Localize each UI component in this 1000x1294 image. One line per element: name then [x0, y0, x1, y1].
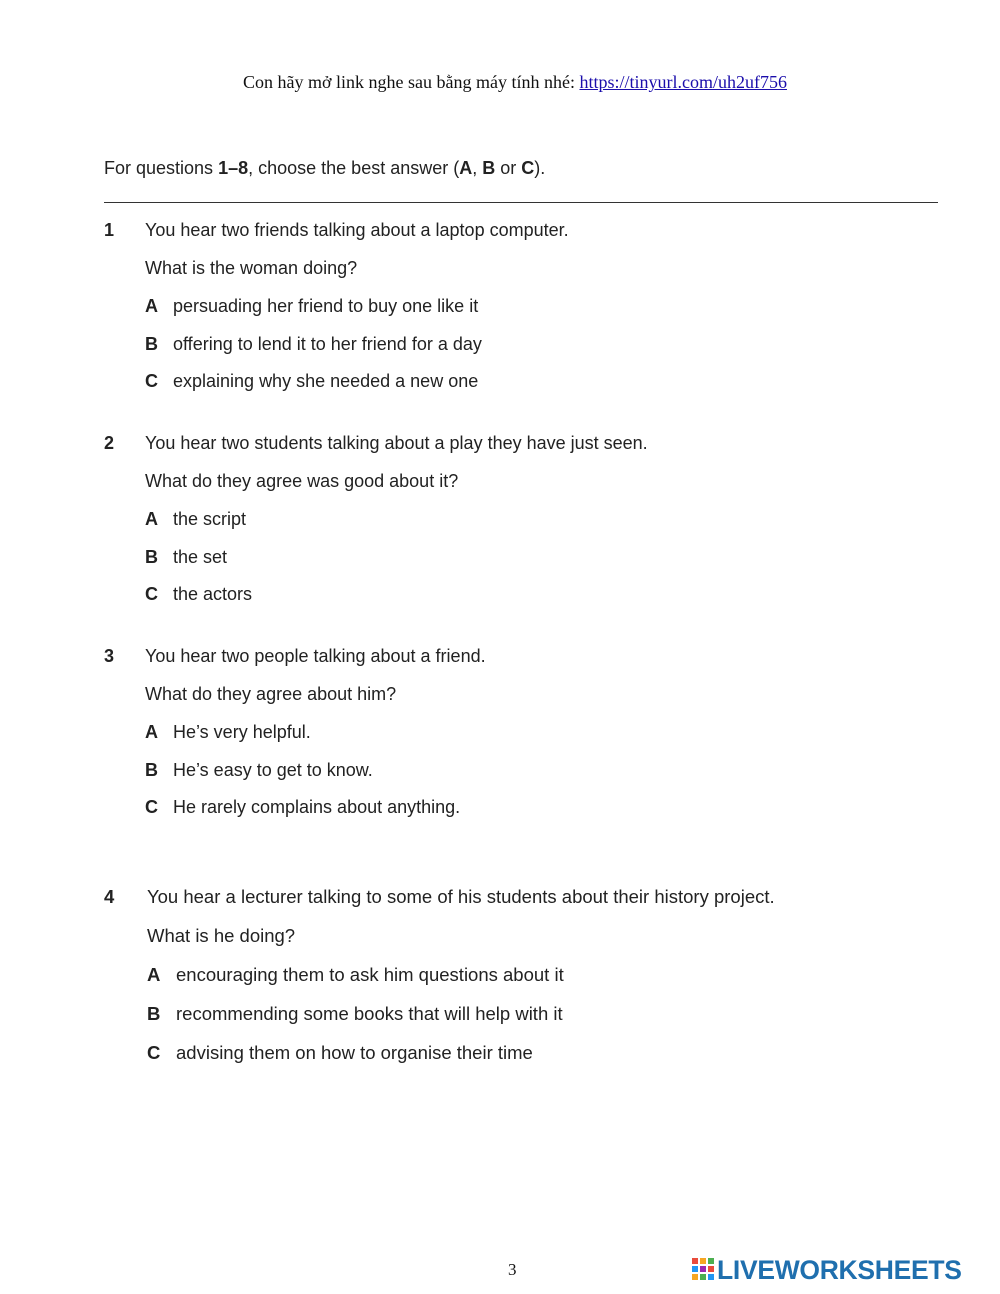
question-number: 4: [104, 886, 115, 907]
page-number: 3: [508, 1260, 517, 1279]
divider: [104, 202, 938, 203]
liveworksheets-logo: [692, 1255, 992, 1285]
brand-name: LIVEWORKSHEETS: [717, 1255, 962, 1285]
listening-link-note: [0, 72, 1000, 93]
question-context: You hear a lecturer talking to some of his students about their history project.: [147, 886, 775, 907]
question-context: You hear two people talking about a friend.: [145, 646, 486, 666]
question-context: You hear two friends talking about a laptop computer.: [145, 220, 569, 240]
question-prompt: What is the woman doing?: [145, 258, 358, 278]
question-number: 3: [104, 646, 115, 666]
note-text: Con hãy mở link nghe sau bằng máy tính nhé:: [243, 72, 580, 92]
question-number: 1: [104, 220, 115, 240]
audio-link[interactable]: https://tinyurl.com/uh2uf756: [579, 72, 787, 92]
question-prompt: What do they agree was good about it?: [145, 471, 459, 491]
question-context: You hear two students talking about a play they have just seen.: [145, 433, 648, 453]
question-prompt: What do they agree about him?: [145, 684, 397, 704]
instructions: For questions 1–8, choose the best answer (A, B or C).: [104, 158, 546, 178]
question-prompt: What is he doing?: [147, 925, 296, 946]
question-number: 2: [104, 433, 115, 453]
liveworksheets-icon: [692, 1258, 714, 1280]
